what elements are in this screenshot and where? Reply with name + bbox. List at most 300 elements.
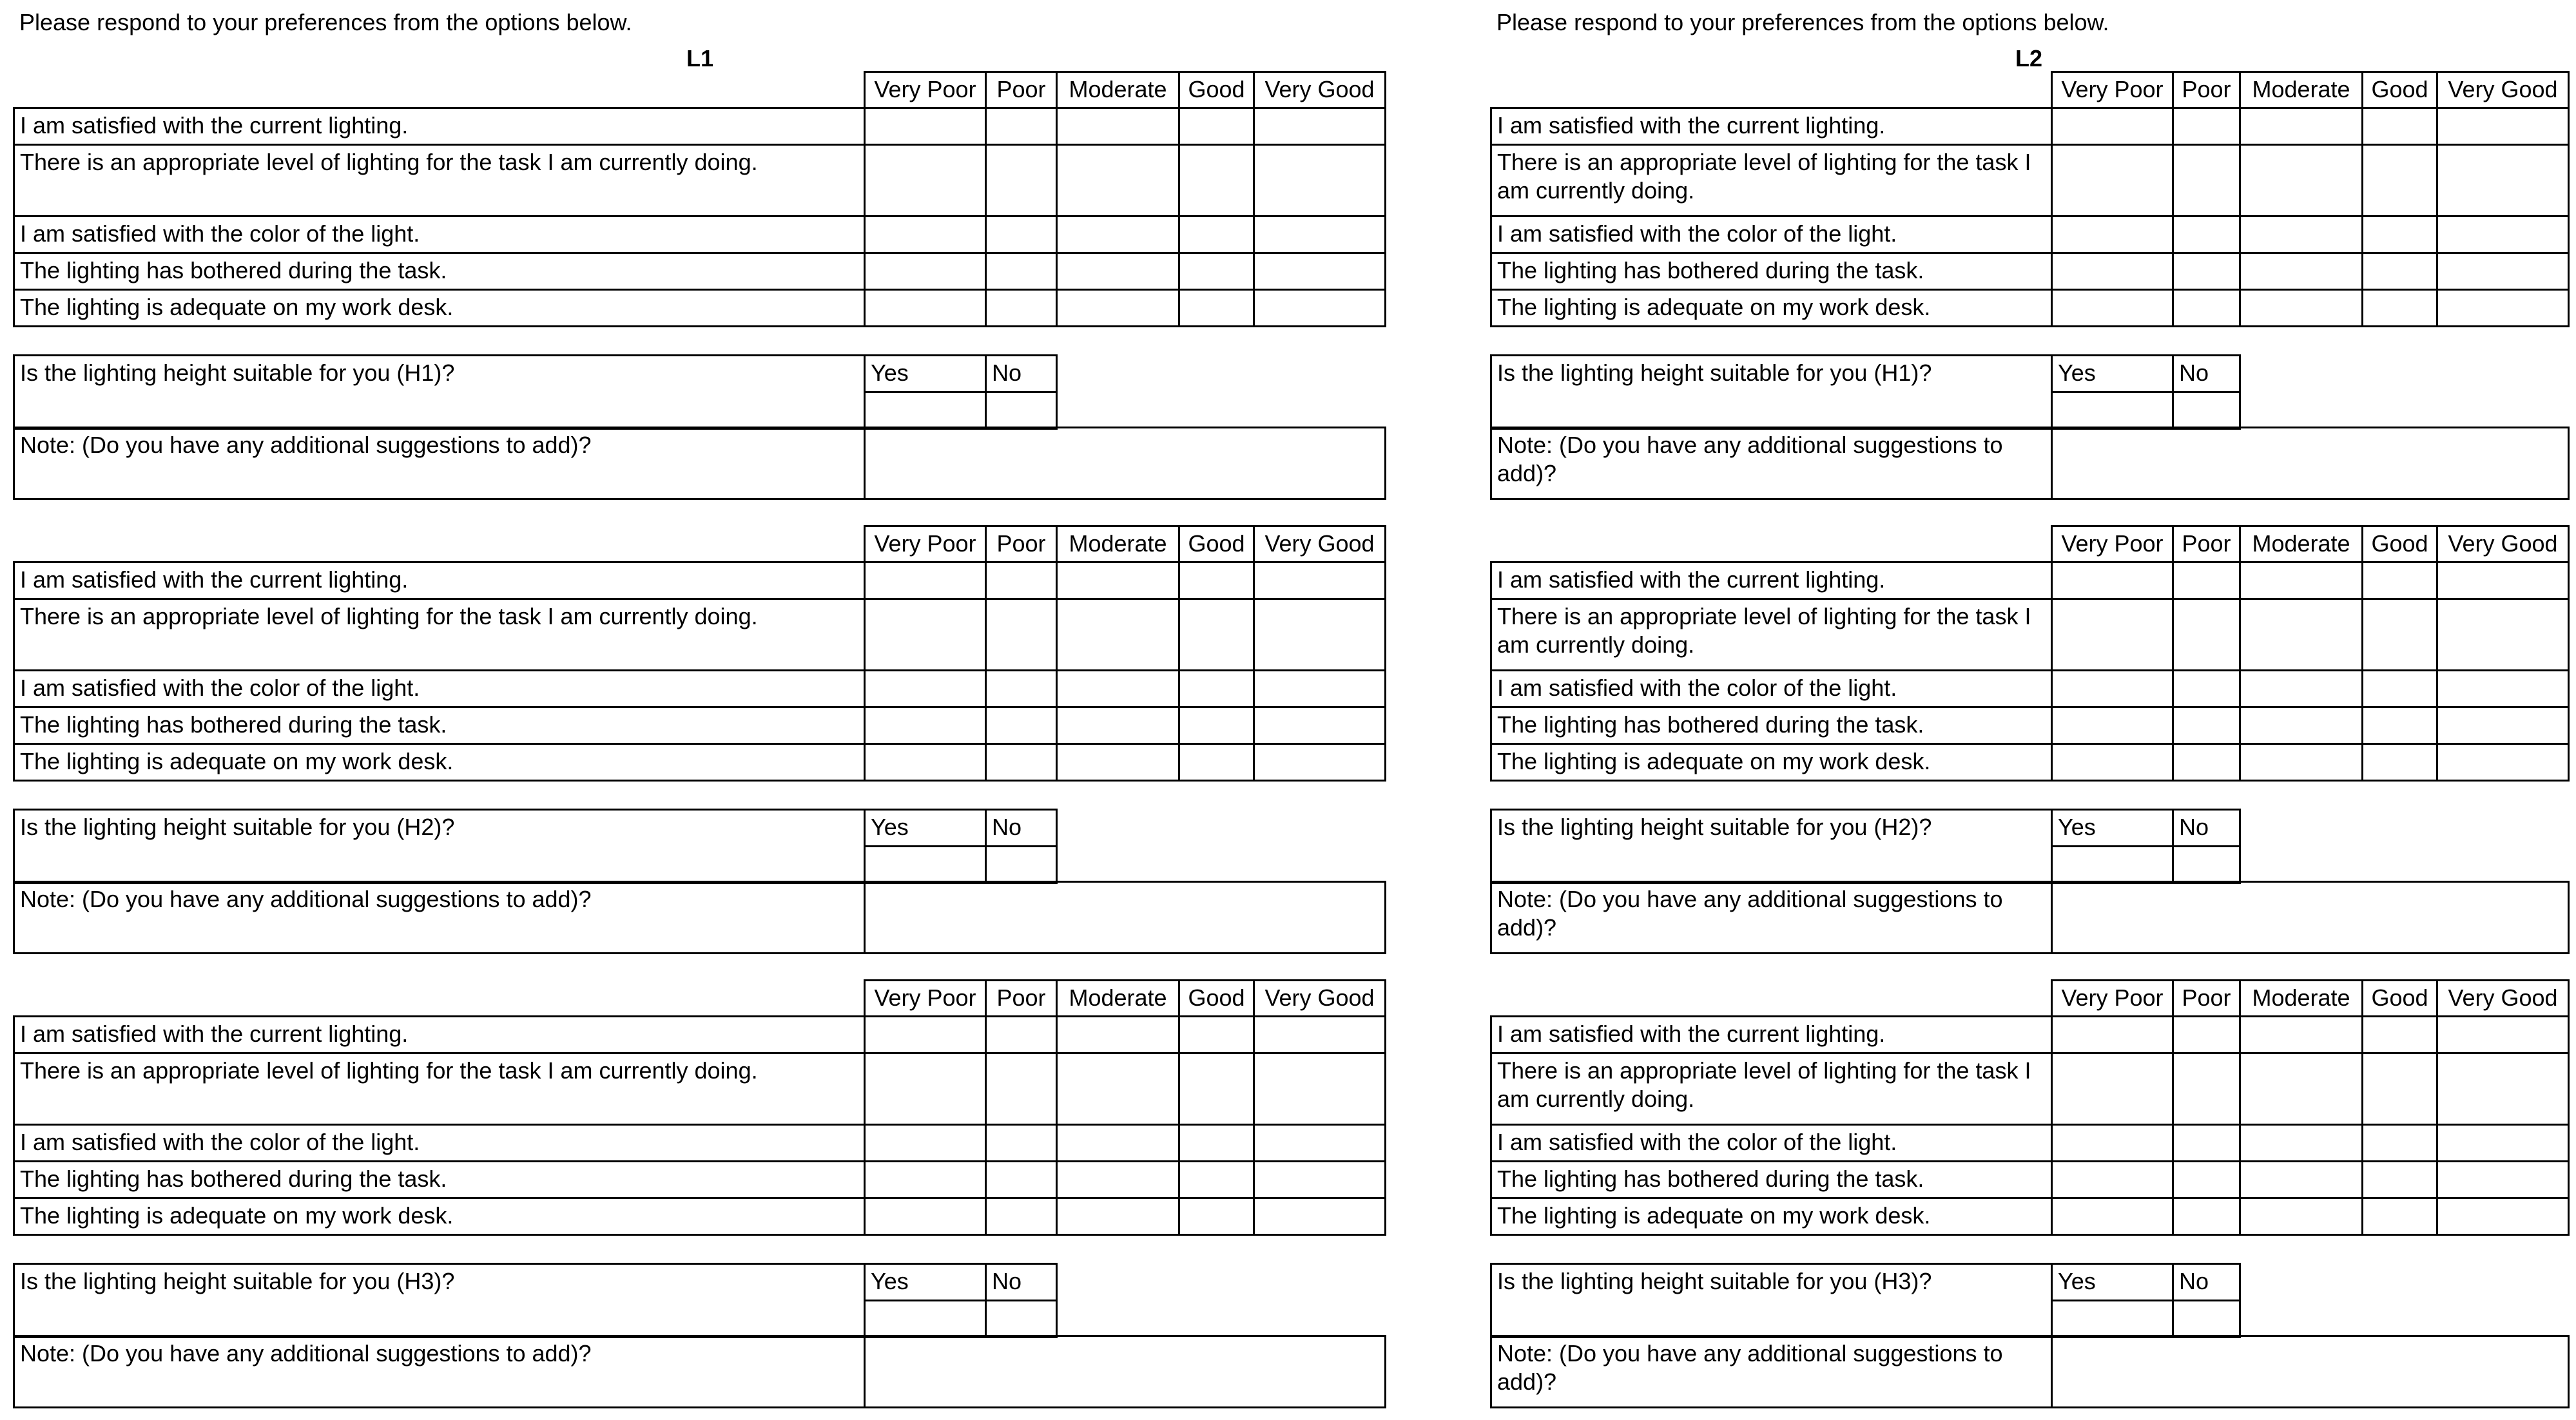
rating-cell-moderate[interactable]: [2240, 599, 2363, 670]
rating-cell-very-good[interactable]: [2437, 216, 2569, 253]
rating-cell-moderate[interactable]: [2240, 216, 2363, 253]
rating-cell-poor[interactable]: [986, 670, 1057, 707]
scale-header-poor: Poor: [2173, 72, 2240, 108]
statement-row: [1491, 1053, 2569, 1124]
note-question-text: Note: (Do you have any additional suggestions to add)?: [14, 882, 865, 954]
rating-cell-moderate[interactable]: [1057, 562, 1179, 599]
rating-cell-poor[interactable]: [2173, 744, 2240, 780]
yes-answer-cell[interactable]: [865, 1301, 986, 1338]
rating-cell-very-good[interactable]: [2437, 144, 2569, 216]
statement-text: The lighting has bothered during the task.: [14, 1161, 865, 1198]
rating-cell-good[interactable]: [1179, 144, 1254, 216]
rating-cell-very-good[interactable]: [1254, 599, 1386, 670]
scale-header-moderate: Moderate: [2240, 981, 2363, 1017]
statement-row: [14, 216, 1386, 253]
statement-text: I am satisfied with the color of the light.: [1491, 1124, 2052, 1161]
rating-cell-very-poor[interactable]: [865, 144, 986, 216]
statement-text: There is an appropriate level of lighting for the task I am currently doing.: [14, 599, 865, 670]
statement-text: I am satisfied with the color of the light.: [1491, 670, 2052, 707]
rating-cell-poor[interactable]: [986, 144, 1057, 216]
rating-cell-moderate[interactable]: [2240, 1016, 2363, 1053]
height-question-text: Is the lighting height suitable for you (H1)?: [1491, 356, 2052, 429]
no-answer-cell[interactable]: [2173, 847, 2240, 883]
header-spacer: [14, 526, 865, 562]
statement-row: [14, 599, 1386, 670]
rating-cell-poor[interactable]: [986, 1124, 1057, 1161]
rating-cell-poor[interactable]: [986, 707, 1057, 744]
rating-cell-moderate[interactable]: [1057, 1053, 1179, 1124]
rating-cell-very-poor[interactable]: [865, 744, 986, 780]
scale-header-very-good: Very Good: [2437, 981, 2569, 1017]
scale-header-good: Good: [2363, 526, 2437, 562]
rating-cell-poor[interactable]: [986, 1161, 1057, 1198]
rating-cell-moderate[interactable]: [1057, 1016, 1179, 1053]
note-question-text: Note: (Do you have any additional suggestions to add)?: [14, 428, 865, 499]
rating-cell-very-poor[interactable]: [865, 1016, 986, 1053]
no-answer-cell[interactable]: [2173, 1301, 2240, 1338]
rating-cell-moderate[interactable]: [1057, 599, 1179, 670]
note-table: [13, 881, 1386, 954]
rating-cell-poor[interactable]: [2173, 707, 2240, 744]
rating-cell-good[interactable]: [2363, 1161, 2437, 1198]
note-table: [13, 1335, 1386, 1408]
rating-cell-very-good[interactable]: [1254, 216, 1386, 253]
height-question-table: [13, 1263, 1058, 1338]
yes-label: Yes: [2052, 356, 2173, 392]
rating-cell-very-poor[interactable]: [865, 1053, 986, 1124]
rating-cell-moderate[interactable]: [1057, 216, 1179, 253]
statement-text: The lighting has bothered during the task.: [1491, 707, 2052, 744]
rating-cell-poor[interactable]: [986, 1198, 1057, 1234]
statement-text: The lighting is adequate on my work desk.: [1491, 289, 2052, 326]
height-question-text: Is the lighting height suitable for you (H2)?: [14, 810, 865, 883]
rating-cell-good[interactable]: [2363, 1053, 2437, 1124]
note-table: [1490, 881, 2570, 954]
rating-cell-very-good[interactable]: [1254, 108, 1386, 144]
statement-text: There is an appropriate level of lighting for the task I am currently doing.: [1491, 1053, 2052, 1124]
rating-cell-poor[interactable]: [986, 1053, 1057, 1124]
statement-row: [1491, 562, 2569, 599]
rating-cell-very-poor[interactable]: [2052, 707, 2173, 744]
rating-cell-moderate[interactable]: [2240, 144, 2363, 216]
rating-cell-moderate[interactable]: [2240, 253, 2363, 289]
rating-table: [1490, 979, 2570, 1236]
statement-row: [14, 670, 1386, 707]
rating-cell-moderate[interactable]: [1057, 1161, 1179, 1198]
rating-cell-good[interactable]: [1179, 1016, 1254, 1053]
statement-text: The lighting has bothered during the task.: [14, 707, 865, 744]
note-question-text: Note: (Do you have any additional suggestions to add)?: [1491, 882, 2052, 954]
scale-header-moderate: Moderate: [1057, 526, 1179, 562]
rating-cell-very-good[interactable]: [2437, 599, 2569, 670]
note-answer-cell[interactable]: [865, 428, 1386, 499]
note-table: [1490, 1335, 2570, 1408]
rating-cell-very-good[interactable]: [2437, 744, 2569, 780]
yes-label: Yes: [2052, 810, 2173, 847]
rating-cell-moderate[interactable]: [1057, 707, 1179, 744]
rating-cell-moderate[interactable]: [2240, 707, 2363, 744]
rating-cell-poor[interactable]: [2173, 670, 2240, 707]
statement-row: [14, 108, 1386, 144]
statement-row: [1491, 1124, 2569, 1161]
statement-row: [14, 1124, 1386, 1161]
statement-text: There is an appropriate level of lighting for the task I am currently doing.: [1491, 599, 2052, 670]
rating-cell-very-poor[interactable]: [865, 670, 986, 707]
statement-text: I am satisfied with the current lighting.: [14, 562, 865, 599]
statement-row: [1491, 144, 2569, 216]
scale-header-poor: Poor: [986, 981, 1057, 1017]
rating-cell-good[interactable]: [2363, 108, 2437, 144]
rating-cell-moderate[interactable]: [2240, 670, 2363, 707]
rating-cell-very-poor[interactable]: [2052, 1161, 2173, 1198]
no-answer-cell[interactable]: [986, 1301, 1057, 1338]
rating-cell-poor[interactable]: [2173, 144, 2240, 216]
height-question-table: [13, 354, 1058, 430]
scale-header-very-good: Very Good: [2437, 72, 2569, 108]
rating-cell-poor[interactable]: [2173, 108, 2240, 144]
statement-row: [14, 1161, 1386, 1198]
rating-cell-good[interactable]: [2363, 707, 2437, 744]
height-question-text: Is the lighting height suitable for you (H3)?: [1491, 1264, 2052, 1338]
rating-cell-good[interactable]: [2363, 1124, 2437, 1161]
rating-cell-moderate[interactable]: [2240, 562, 2363, 599]
statement-text: I am satisfied with the current lighting.: [1491, 1016, 2052, 1053]
rating-cell-very-poor[interactable]: [865, 707, 986, 744]
scale-header-good: Good: [2363, 981, 2437, 1017]
no-answer-cell[interactable]: [986, 847, 1057, 883]
statement-text: I am satisfied with the color of the light.: [14, 216, 865, 253]
rating-cell-very-poor[interactable]: [865, 253, 986, 289]
statement-row: [1491, 744, 2569, 780]
rating-cell-very-good[interactable]: [1254, 562, 1386, 599]
statement-row: [1491, 1016, 2569, 1053]
rating-cell-good[interactable]: [1179, 707, 1254, 744]
scale-header-moderate: Moderate: [2240, 72, 2363, 108]
no-label: No: [986, 1264, 1057, 1301]
yes-answer-cell[interactable]: [865, 392, 986, 429]
no-answer-cell[interactable]: [986, 392, 1057, 429]
scale-header-very-poor: Very Poor: [2052, 526, 2173, 562]
header-spacer: [1491, 526, 2052, 562]
rating-cell-moderate[interactable]: [2240, 108, 2363, 144]
statement-text: The lighting has bothered during the task.: [14, 253, 865, 289]
statement-text: I am satisfied with the current lighting.: [14, 1016, 865, 1053]
rating-cell-good[interactable]: [2363, 216, 2437, 253]
rating-cell-good[interactable]: [2363, 744, 2437, 780]
rating-cell-moderate[interactable]: [2240, 744, 2363, 780]
rating-cell-poor[interactable]: [2173, 1161, 2240, 1198]
rating-cell-very-poor[interactable]: [2052, 1198, 2173, 1234]
statement-row: [14, 144, 1386, 216]
scale-header-poor: Poor: [986, 72, 1057, 108]
rating-cell-very-good[interactable]: [1254, 253, 1386, 289]
statement-row: [1491, 599, 2569, 670]
rating-cell-moderate[interactable]: [1057, 670, 1179, 707]
no-label: No: [986, 810, 1057, 847]
rating-cell-very-good[interactable]: [1254, 670, 1386, 707]
rating-cell-moderate[interactable]: [1057, 253, 1179, 289]
rating-cell-very-good[interactable]: [2437, 707, 2569, 744]
rating-cell-moderate[interactable]: [2240, 1198, 2363, 1234]
rating-cell-very-good[interactable]: [2437, 1016, 2569, 1053]
panel-label: L2: [2015, 45, 2043, 72]
rating-cell-very-poor[interactable]: [2052, 253, 2173, 289]
height-question-text: Is the lighting height suitable for you (H1)?: [14, 356, 865, 429]
rating-cell-good[interactable]: [1179, 670, 1254, 707]
note-answer-cell[interactable]: [865, 882, 1386, 954]
yes-answer-cell[interactable]: [2052, 847, 2173, 883]
rating-cell-very-poor[interactable]: [2052, 108, 2173, 144]
rating-table: [13, 71, 1386, 327]
rating-cell-moderate[interactable]: [1057, 1124, 1179, 1161]
instructions-text: Please respond to your preferences from the options below.: [19, 9, 632, 35]
rating-cell-good[interactable]: [2363, 1198, 2437, 1234]
statement-row: [14, 1198, 1386, 1234]
rating-cell-very-good[interactable]: [1254, 144, 1386, 216]
statement-text: The lighting has bothered during the task.: [1491, 253, 2052, 289]
note-table: [1490, 427, 2570, 500]
statement-text: The lighting is adequate on my work desk.: [1491, 1198, 2052, 1234]
scale-header-good: Good: [1179, 72, 1254, 108]
rating-cell-very-poor[interactable]: [2052, 744, 2173, 780]
rating-cell-good[interactable]: [1179, 216, 1254, 253]
header-spacer: [14, 981, 865, 1017]
statement-text: I am satisfied with the current lighting.: [1491, 108, 2052, 144]
statement-row: [14, 744, 1386, 780]
rating-cell-good[interactable]: [1179, 1124, 1254, 1161]
rating-cell-moderate[interactable]: [1057, 289, 1179, 326]
note-question-text: Note: (Do you have any additional suggestions to add)?: [14, 1336, 865, 1408]
rating-cell-very-good[interactable]: [2437, 108, 2569, 144]
rating-cell-moderate[interactable]: [2240, 1053, 2363, 1124]
statement-row: [1491, 216, 2569, 253]
scale-header-good: Good: [1179, 526, 1254, 562]
scale-header-very-good: Very Good: [2437, 526, 2569, 562]
rating-cell-moderate[interactable]: [1057, 744, 1179, 780]
rating-cell-moderate[interactable]: [1057, 144, 1179, 216]
rating-cell-poor[interactable]: [2173, 1198, 2240, 1234]
rating-cell-very-poor[interactable]: [865, 562, 986, 599]
statement-row: [1491, 1198, 2569, 1234]
rating-cell-very-good[interactable]: [1254, 744, 1386, 780]
note-answer-cell[interactable]: [2052, 428, 2569, 499]
rating-table: [13, 979, 1386, 1236]
scale-header-very-poor: Very Poor: [865, 72, 986, 108]
scale-header-moderate: Moderate: [1057, 981, 1179, 1017]
rating-cell-good[interactable]: [1179, 289, 1254, 326]
yes-label: Yes: [865, 356, 986, 392]
rating-cell-moderate[interactable]: [1057, 108, 1179, 144]
rating-cell-poor[interactable]: [986, 744, 1057, 780]
rating-cell-very-poor[interactable]: [2052, 144, 2173, 216]
rating-cell-poor[interactable]: [2173, 216, 2240, 253]
rating-cell-very-poor[interactable]: [865, 108, 986, 144]
rating-cell-very-poor[interactable]: [2052, 289, 2173, 326]
rating-cell-poor[interactable]: [986, 599, 1057, 670]
note-answer-cell[interactable]: [2052, 882, 2569, 954]
note-answer-cell[interactable]: [2052, 1336, 2569, 1408]
rating-cell-very-poor[interactable]: [2052, 216, 2173, 253]
rating-cell-very-good[interactable]: [2437, 1198, 2569, 1234]
rating-cell-very-poor[interactable]: [865, 216, 986, 253]
rating-cell-poor[interactable]: [2173, 289, 2240, 326]
scale-header-good: Good: [2363, 72, 2437, 108]
rating-cell-good[interactable]: [1179, 1161, 1254, 1198]
note-table: [13, 427, 1386, 500]
scale-header-moderate: Moderate: [2240, 526, 2363, 562]
rating-cell-very-good[interactable]: [2437, 562, 2569, 599]
statement-text: I am satisfied with the color of the light.: [14, 1124, 865, 1161]
rating-cell-good[interactable]: [2363, 599, 2437, 670]
rating-cell-poor[interactable]: [2173, 599, 2240, 670]
scale-header-very-poor: Very Poor: [2052, 981, 2173, 1017]
rating-cell-very-good[interactable]: [2437, 1161, 2569, 1198]
rating-cell-very-poor[interactable]: [2052, 599, 2173, 670]
rating-cell-very-good[interactable]: [1254, 1198, 1386, 1234]
header-spacer: [14, 72, 865, 108]
statement-text: The lighting is adequate on my work desk.: [14, 1198, 865, 1234]
rating-cell-poor[interactable]: [2173, 1016, 2240, 1053]
no-label: No: [986, 356, 1057, 392]
rating-cell-very-good[interactable]: [2437, 1124, 2569, 1161]
rating-cell-good[interactable]: [2363, 562, 2437, 599]
note-question-text: Note: (Do you have any additional suggestions to add)?: [1491, 428, 2052, 499]
yes-label: Yes: [865, 810, 986, 847]
rating-cell-poor[interactable]: [2173, 1053, 2240, 1124]
scale-header-very-good: Very Good: [1254, 72, 1386, 108]
no-label: No: [2173, 1264, 2240, 1301]
statement-text: The lighting is adequate on my work desk.: [14, 289, 865, 326]
header-spacer: [1491, 981, 2052, 1017]
rating-cell-very-poor[interactable]: [865, 1161, 986, 1198]
rating-cell-good[interactable]: [2363, 253, 2437, 289]
yes-answer-cell[interactable]: [865, 847, 986, 883]
rating-cell-very-good[interactable]: [2437, 289, 2569, 326]
rating-cell-very-good[interactable]: [1254, 1124, 1386, 1161]
rating-cell-good[interactable]: [1179, 744, 1254, 780]
yes-answer-cell[interactable]: [2052, 1301, 2173, 1338]
yes-answer-cell[interactable]: [2052, 392, 2173, 429]
rating-cell-moderate[interactable]: [2240, 1161, 2363, 1198]
rating-cell-good[interactable]: [1179, 108, 1254, 144]
note-answer-cell[interactable]: [865, 1336, 1386, 1408]
rating-cell-very-poor[interactable]: [865, 1124, 986, 1161]
statement-text: The lighting is adequate on my work desk.: [14, 744, 865, 780]
rating-cell-very-good[interactable]: [2437, 1053, 2569, 1124]
rating-cell-poor[interactable]: [986, 289, 1057, 326]
rating-cell-poor[interactable]: [2173, 253, 2240, 289]
statement-row: [1491, 670, 2569, 707]
scale-header-very-poor: Very Poor: [865, 981, 986, 1017]
statement-row: [14, 289, 1386, 326]
rating-cell-good[interactable]: [2363, 144, 2437, 216]
rating-cell-poor[interactable]: [986, 562, 1057, 599]
rating-cell-good[interactable]: [2363, 670, 2437, 707]
rating-cell-very-good[interactable]: [1254, 1016, 1386, 1053]
rating-cell-moderate[interactable]: [1057, 1198, 1179, 1234]
rating-cell-poor[interactable]: [986, 216, 1057, 253]
no-label: No: [2173, 810, 2240, 847]
rating-table: [1490, 525, 2570, 782]
statement-text: I am satisfied with the current lighting.: [1491, 562, 2052, 599]
rating-cell-very-good[interactable]: [1254, 1053, 1386, 1124]
yes-label: Yes: [2052, 1264, 2173, 1301]
rating-cell-very-good[interactable]: [2437, 253, 2569, 289]
statement-row: [1491, 289, 2569, 326]
statement-row: [14, 253, 1386, 289]
height-question-table: [13, 809, 1058, 884]
no-answer-cell[interactable]: [2173, 392, 2240, 429]
height-question-table: [1490, 809, 2241, 884]
rating-cell-very-good[interactable]: [1254, 707, 1386, 744]
rating-cell-very-good[interactable]: [1254, 1161, 1386, 1198]
rating-cell-poor[interactable]: [2173, 1124, 2240, 1161]
rating-cell-good[interactable]: [1179, 562, 1254, 599]
rating-cell-moderate[interactable]: [2240, 1124, 2363, 1161]
rating-cell-very-poor[interactable]: [2052, 1124, 2173, 1161]
rating-cell-poor[interactable]: [986, 108, 1057, 144]
rating-cell-moderate[interactable]: [2240, 289, 2363, 326]
rating-cell-poor[interactable]: [986, 1016, 1057, 1053]
statement-row: [1491, 253, 2569, 289]
statement-row: [14, 562, 1386, 599]
rating-cell-very-poor[interactable]: [865, 599, 986, 670]
height-question-text: Is the lighting height suitable for you (H3)?: [14, 1264, 865, 1338]
rating-cell-good[interactable]: [1179, 253, 1254, 289]
instructions-text: Please respond to your preferences from the options below.: [1496, 9, 2109, 35]
rating-cell-good[interactable]: [1179, 1053, 1254, 1124]
height-question-text: Is the lighting height suitable for you (H2)?: [1491, 810, 2052, 883]
statement-text: There is an appropriate level of lighting for the task I am currently doing.: [1491, 144, 2052, 216]
statement-text: I am satisfied with the current lighting.: [14, 108, 865, 144]
statement-row: [1491, 108, 2569, 144]
scale-header-very-good: Very Good: [1254, 526, 1386, 562]
scale-header-very-good: Very Good: [1254, 981, 1386, 1017]
statement-text: The lighting is adequate on my work desk.: [1491, 744, 2052, 780]
scale-header-poor: Poor: [2173, 526, 2240, 562]
statement-text: I am satisfied with the color of the light.: [14, 670, 865, 707]
scale-header-very-poor: Very Poor: [2052, 72, 2173, 108]
rating-cell-very-poor[interactable]: [865, 1198, 986, 1234]
rating-cell-very-poor[interactable]: [2052, 1016, 2173, 1053]
rating-cell-very-good[interactable]: [2437, 670, 2569, 707]
rating-cell-good[interactable]: [1179, 599, 1254, 670]
rating-table: [1490, 71, 2570, 327]
rating-cell-poor[interactable]: [2173, 562, 2240, 599]
yes-label: Yes: [865, 1264, 986, 1301]
statement-text: The lighting has bothered during the task.: [1491, 1161, 2052, 1198]
scale-header-poor: Poor: [986, 526, 1057, 562]
statement-text: I am satisfied with the color of the light.: [1491, 216, 2052, 253]
rating-cell-very-poor[interactable]: [2052, 562, 2173, 599]
height-question-table: [1490, 354, 2241, 430]
statement-row: [1491, 707, 2569, 744]
rating-cell-very-poor[interactable]: [2052, 670, 2173, 707]
rating-cell-good[interactable]: [2363, 1016, 2437, 1053]
height-question-table: [1490, 1263, 2241, 1338]
scale-header-good: Good: [1179, 981, 1254, 1017]
rating-cell-good[interactable]: [2363, 289, 2437, 326]
statement-row: [14, 1053, 1386, 1124]
statement-row: [14, 707, 1386, 744]
rating-cell-very-poor[interactable]: [865, 289, 986, 326]
rating-cell-good[interactable]: [1179, 1198, 1254, 1234]
rating-cell-very-good[interactable]: [1254, 289, 1386, 326]
rating-cell-poor[interactable]: [986, 253, 1057, 289]
scale-header-moderate: Moderate: [1057, 72, 1179, 108]
rating-cell-very-poor[interactable]: [2052, 1053, 2173, 1124]
panel-label: L1: [686, 45, 714, 72]
